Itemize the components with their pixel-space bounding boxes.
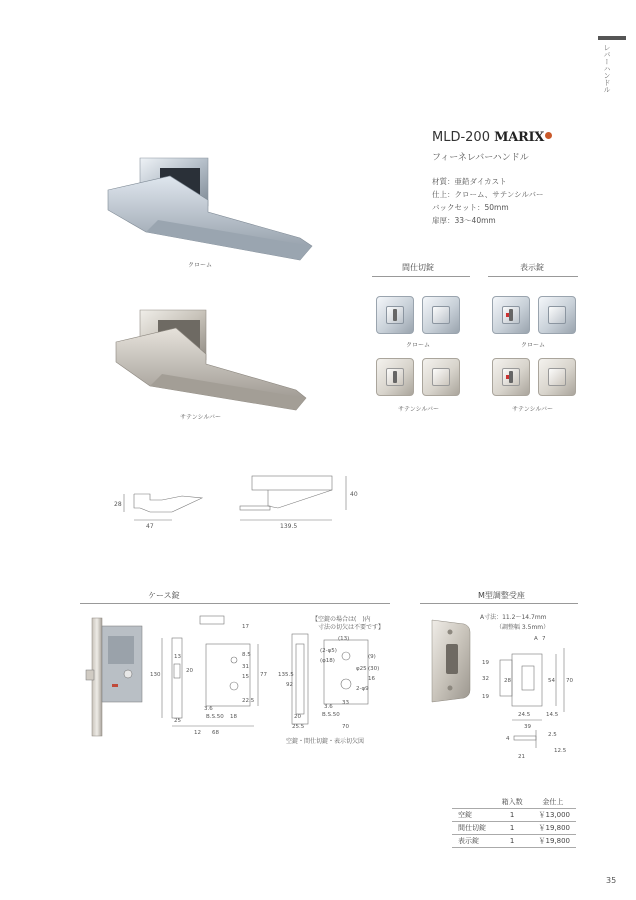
registered-mark-icon	[545, 132, 552, 139]
privacy-chrome-thumbturn	[376, 296, 414, 334]
case-lock-title: ケース錠	[148, 591, 180, 600]
handle-dimension-drawing	[110, 468, 370, 532]
strike-dim-13: 21	[518, 754, 525, 760]
dim-c-2: 20	[294, 714, 301, 720]
dim-handle-length: 139.5	[280, 523, 298, 530]
privacy-chrome-release	[422, 296, 460, 334]
brand-logo: MARIX	[494, 130, 545, 145]
spec-backset: バックセット：50mm	[432, 203, 509, 212]
privacy-chrome-label: クローム	[406, 342, 431, 349]
indicator-lock-title: 表示錠	[520, 263, 544, 272]
strike-dim-7: 70	[566, 678, 573, 684]
dim-b-0: 17	[242, 624, 249, 630]
strike-dim-4: 19	[482, 694, 489, 700]
side-tab-bar	[598, 36, 626, 40]
indicator-satin-thumbturn	[492, 358, 530, 396]
case-lock-rule	[80, 603, 390, 604]
price-qty: 1	[495, 835, 530, 848]
price-type: 空錠	[452, 809, 495, 822]
price-qty: 1	[495, 822, 530, 835]
strike-drawing	[478, 630, 578, 762]
strike-dim-6: 54	[548, 678, 555, 684]
dim-d-9: 33	[342, 700, 349, 706]
indicator-chrome-label: クローム	[521, 342, 546, 349]
strike-dim-1: 7	[542, 636, 546, 642]
price-qty: 1	[495, 809, 530, 822]
price-type: 表示錠	[452, 835, 495, 848]
price-table	[452, 796, 576, 848]
cutout-labels	[316, 634, 396, 734]
case-lock-note-1: 【空錠の場合は( )内	[312, 616, 371, 623]
chrome-photo-label: クローム	[188, 262, 213, 269]
dim-d-7: 2-φ9	[356, 686, 369, 692]
chrome-lever-photo	[100, 150, 320, 265]
dim-a-5: 68	[212, 730, 219, 736]
dim-a-2: 20	[186, 668, 193, 674]
indicator-chrome-release	[538, 296, 576, 334]
dim-c-3: 25.5	[292, 724, 305, 730]
dim-d-3: (9)	[368, 654, 376, 660]
strike-adjust: （調整幅 3.5mm）	[496, 624, 550, 631]
dim-b-3: 15	[242, 674, 249, 680]
price-value: ￥13,000	[530, 809, 576, 822]
dim-d-10: B.S.50	[322, 712, 340, 718]
price-header-type	[452, 796, 495, 809]
indicator-satin-label: サテンシルバー	[512, 406, 553, 413]
dim-a-0: 130	[150, 672, 161, 678]
strike-dim-11: 4	[506, 736, 510, 742]
spec-door-thickness: 扉厚：33〜40mm	[432, 216, 496, 225]
product-title	[432, 130, 552, 145]
model-number: MLD-200	[432, 130, 490, 145]
side-tab	[598, 36, 628, 96]
strike-dim-10: 39	[524, 724, 531, 730]
indicator-rule	[488, 276, 578, 277]
dim-d-5: (30)	[368, 666, 380, 672]
table-row	[452, 822, 576, 835]
strike-dim-2: 19	[482, 660, 489, 666]
dim-a-4: 12	[194, 730, 201, 736]
strike-dim-3: 32	[482, 676, 489, 682]
privacy-lock-title: 間仕切錠	[402, 263, 434, 272]
price-table-header	[452, 796, 576, 809]
dim-d-4: φ25	[356, 666, 367, 672]
dim-d-1: (2-φ5)	[320, 648, 337, 654]
strike-dim-14: 12.5	[554, 748, 567, 754]
strike-dim-5: 28	[504, 678, 511, 684]
dim-b-2: 31	[242, 664, 249, 670]
privacy-rule	[372, 276, 470, 277]
side-tab-label: レバーハンドル	[603, 44, 611, 93]
strike-dim-8: 24.5	[518, 712, 531, 718]
privacy-satin-thumbturn	[376, 358, 414, 396]
satin-photo-label: サテンシルバー	[180, 414, 221, 421]
strike-photo	[426, 614, 476, 706]
satin-lever-photo	[110, 300, 330, 415]
dim-d-6: 16	[368, 676, 375, 682]
dim-b-1: 8.5	[242, 652, 251, 658]
spec-finish: 仕上：クローム、サテンシルバー	[432, 190, 544, 199]
case-lock-note-2: 寸法の切欠は不要です】	[318, 624, 385, 631]
dim-b-4: 77	[260, 672, 267, 678]
dim-a-1: 13	[174, 654, 181, 660]
price-header-qty: 箱入数	[501, 798, 523, 806]
product-name: フィーネレバーハンドル	[432, 153, 529, 163]
dim-d-11: 70	[342, 724, 349, 730]
dim-b-8: 18	[230, 714, 237, 720]
case-lock-caption: 空錠・間仕切錠・表示切欠図	[286, 738, 365, 745]
dim-handle-height: 28	[114, 501, 122, 508]
dim-d-2: (φ18)	[320, 658, 335, 664]
table-row	[452, 809, 576, 822]
dim-a-3: 25	[174, 718, 181, 724]
dim-b-6: 3.6	[204, 706, 213, 712]
privacy-satin-label: サテンシルバー	[398, 406, 439, 413]
indicator-satin-release	[538, 358, 576, 396]
dim-handle-depth: 47	[146, 523, 154, 530]
price-header-price: 金仕上	[542, 798, 564, 806]
dim-c-0: 135.5	[278, 672, 294, 678]
price-value: ￥19,800	[530, 835, 576, 848]
strike-a-dim: A寸法：11.2〜14.7mm	[480, 614, 547, 621]
page-number: 35	[606, 876, 617, 885]
strike-dim-0: A	[534, 636, 538, 642]
price-type: 間仕切錠	[452, 822, 495, 835]
strike-dim-12: 2.5	[548, 732, 557, 738]
dim-c-1: 92	[286, 682, 293, 688]
price-value: ￥19,800	[530, 822, 576, 835]
case-lock-photo	[78, 612, 150, 742]
privacy-satin-release	[422, 358, 460, 396]
dim-d-0: (13)	[338, 636, 350, 642]
dim-rose: 40	[350, 491, 358, 498]
dim-b-7: B.S.50	[206, 714, 224, 720]
indicator-chrome-thumbturn	[492, 296, 530, 334]
strike-title: M型調整受座	[478, 591, 525, 600]
table-row	[452, 835, 576, 848]
strike-dim-9: 14.5	[546, 712, 559, 718]
dim-b-5: 22.5	[242, 698, 255, 704]
dim-d-8: 3.6	[324, 704, 333, 710]
spec-material: 材質：亜鉛ダイカスト	[432, 177, 507, 186]
strike-rule	[420, 603, 578, 604]
